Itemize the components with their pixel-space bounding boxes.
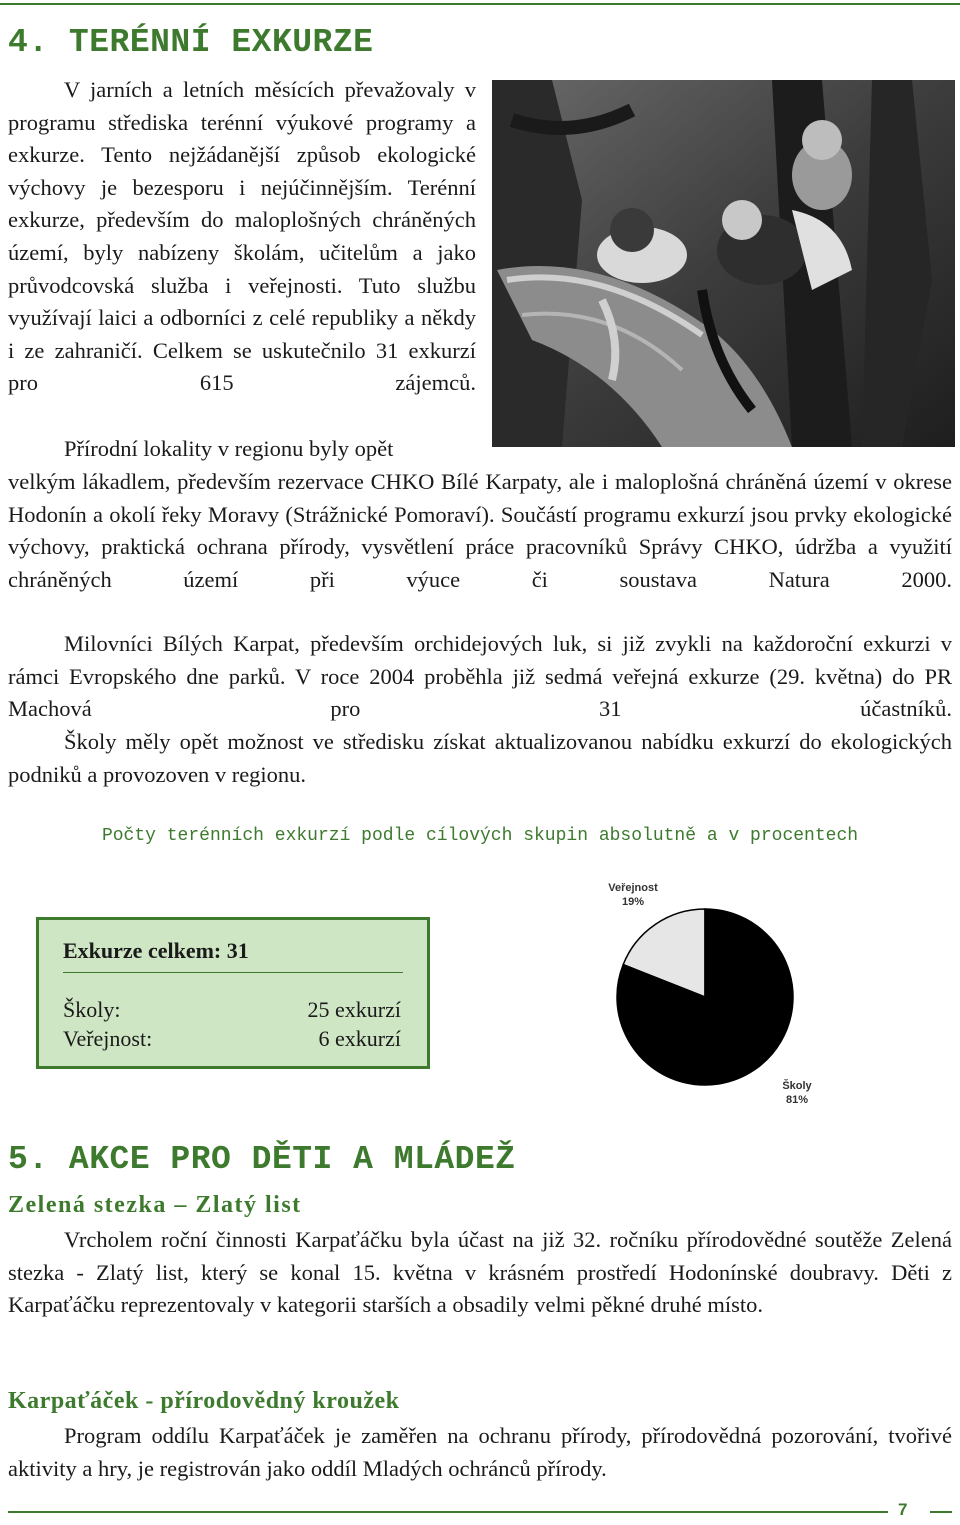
intro-paragraph: V jarních a letních měsících převažovaly v programu střediska terénní výukové programy a exkurze. Tento nejžádanější způsob ekologické výchovy je bezesporu i nejúčinnějším. Terénní exkurze, především do maloplošných chráněných území, byly nabízeny školám, učitelům a jako průvodcovská služba i veřejnosti. Tuto službu využívají laici a odborníci z celé republiky a někdy i ze zahraničí. Celkem se uskutečnilo 31 exkurzí pro 615 zájemců. <box>8 77 476 396</box>
schools-paragraph: Školy měly opět možnost ve středisku získat aktualizovanou nabídku exkurzí do ekologických podniků a provozoven v regionu. <box>8 729 952 787</box>
summary-value: 6 exkurzí <box>318 1026 401 1051</box>
page-number: 7 <box>898 1500 908 1519</box>
summary-label: Veřejnost: <box>63 1026 153 1051</box>
chart-caption: Počty terénních exkurzí podle cílových skupin absolutně a v procentech <box>101 826 859 846</box>
karpaty-paragraph: Milovníci Bílých Karpat, především orchidejových luk, si již zvykli na každoroční exkurzi v rámci Evropského dne parků. V roce 2004 proběhla již sedmá veřejná exkurze (29. května) do PR Machová pro 31 účastníků. <box>8 631 952 722</box>
subheading-zelena-stezka: Zelená stezka – Zlatý list <box>8 1192 302 1218</box>
section-5-title: 5. AKCE PRO DĚTI A MLÁDEŽ <box>8 1141 516 1178</box>
pie-chart-svg <box>585 877 825 1117</box>
karpatacek-paragraph: Program oddílu Karpaťáček je zaměřen na ochranu přírody, přírodovědná pozorování, tvořivé aktivity a hry, je registrován jako oddíl Mladých ochránců přírody. <box>8 1423 952 1481</box>
summary-row-public <box>63 1026 401 1052</box>
subheading-karpatacek: Karpaťáček - přírodovědný kroužek <box>8 1388 400 1414</box>
summary-box <box>36 917 430 1069</box>
summary-label: Školy: <box>63 997 121 1022</box>
footer-rule <box>8 1511 888 1513</box>
summary-row-schools <box>63 997 401 1023</box>
pie-label-name: Veřejnost <box>608 882 658 894</box>
section-4-title: 4. TERÉNNÍ EXKURZE <box>8 24 374 61</box>
summary-value: 25 exkurzí <box>307 997 401 1022</box>
nature-paragraph-lead: Přírodní lokality v regionu byly opět <box>64 436 394 461</box>
summary-divider <box>63 972 403 973</box>
pie-label-percent: 19% <box>621 896 645 908</box>
pie-chart <box>585 877 825 1117</box>
pie-label-percent: 81% <box>785 1094 809 1106</box>
pie-label-name: Školy <box>782 1080 812 1092</box>
nature-paragraph: velkým lákadlem, především rezervace CHKO Bílé Karpaty, ale i maloplošná chráněná území v okrese Hodonín a okolí řeky Moravy (Strážnické Pomoraví). Součástí programu exkurzí jsou prvky ekologické výchovy, praktická ochrana přírody, vysvětlení práce pracovníků Správy CHKO, údržba a využití chráněných území při výuce či soustava Natura 2000. <box>8 469 952 592</box>
top-rule <box>0 3 960 5</box>
summary-title: Exkurze celkem: 31 <box>63 938 249 963</box>
footer-rule-end <box>930 1511 952 1513</box>
field-trip-photo <box>492 80 955 447</box>
zelena-stezka-paragraph: Vrcholem roční činnosti Karpaťáčku byla účast na již 32. ročníku přírodovědné soutěže Zelená stezka - Zlatý list, který se konal 15. května v krásném prostředí Hodonínské doubravy. Děti z Karpaťáčku reprezentovaly v kategorii starších a obsadily velmi pěkné druhé místo. <box>8 1227 952 1318</box>
